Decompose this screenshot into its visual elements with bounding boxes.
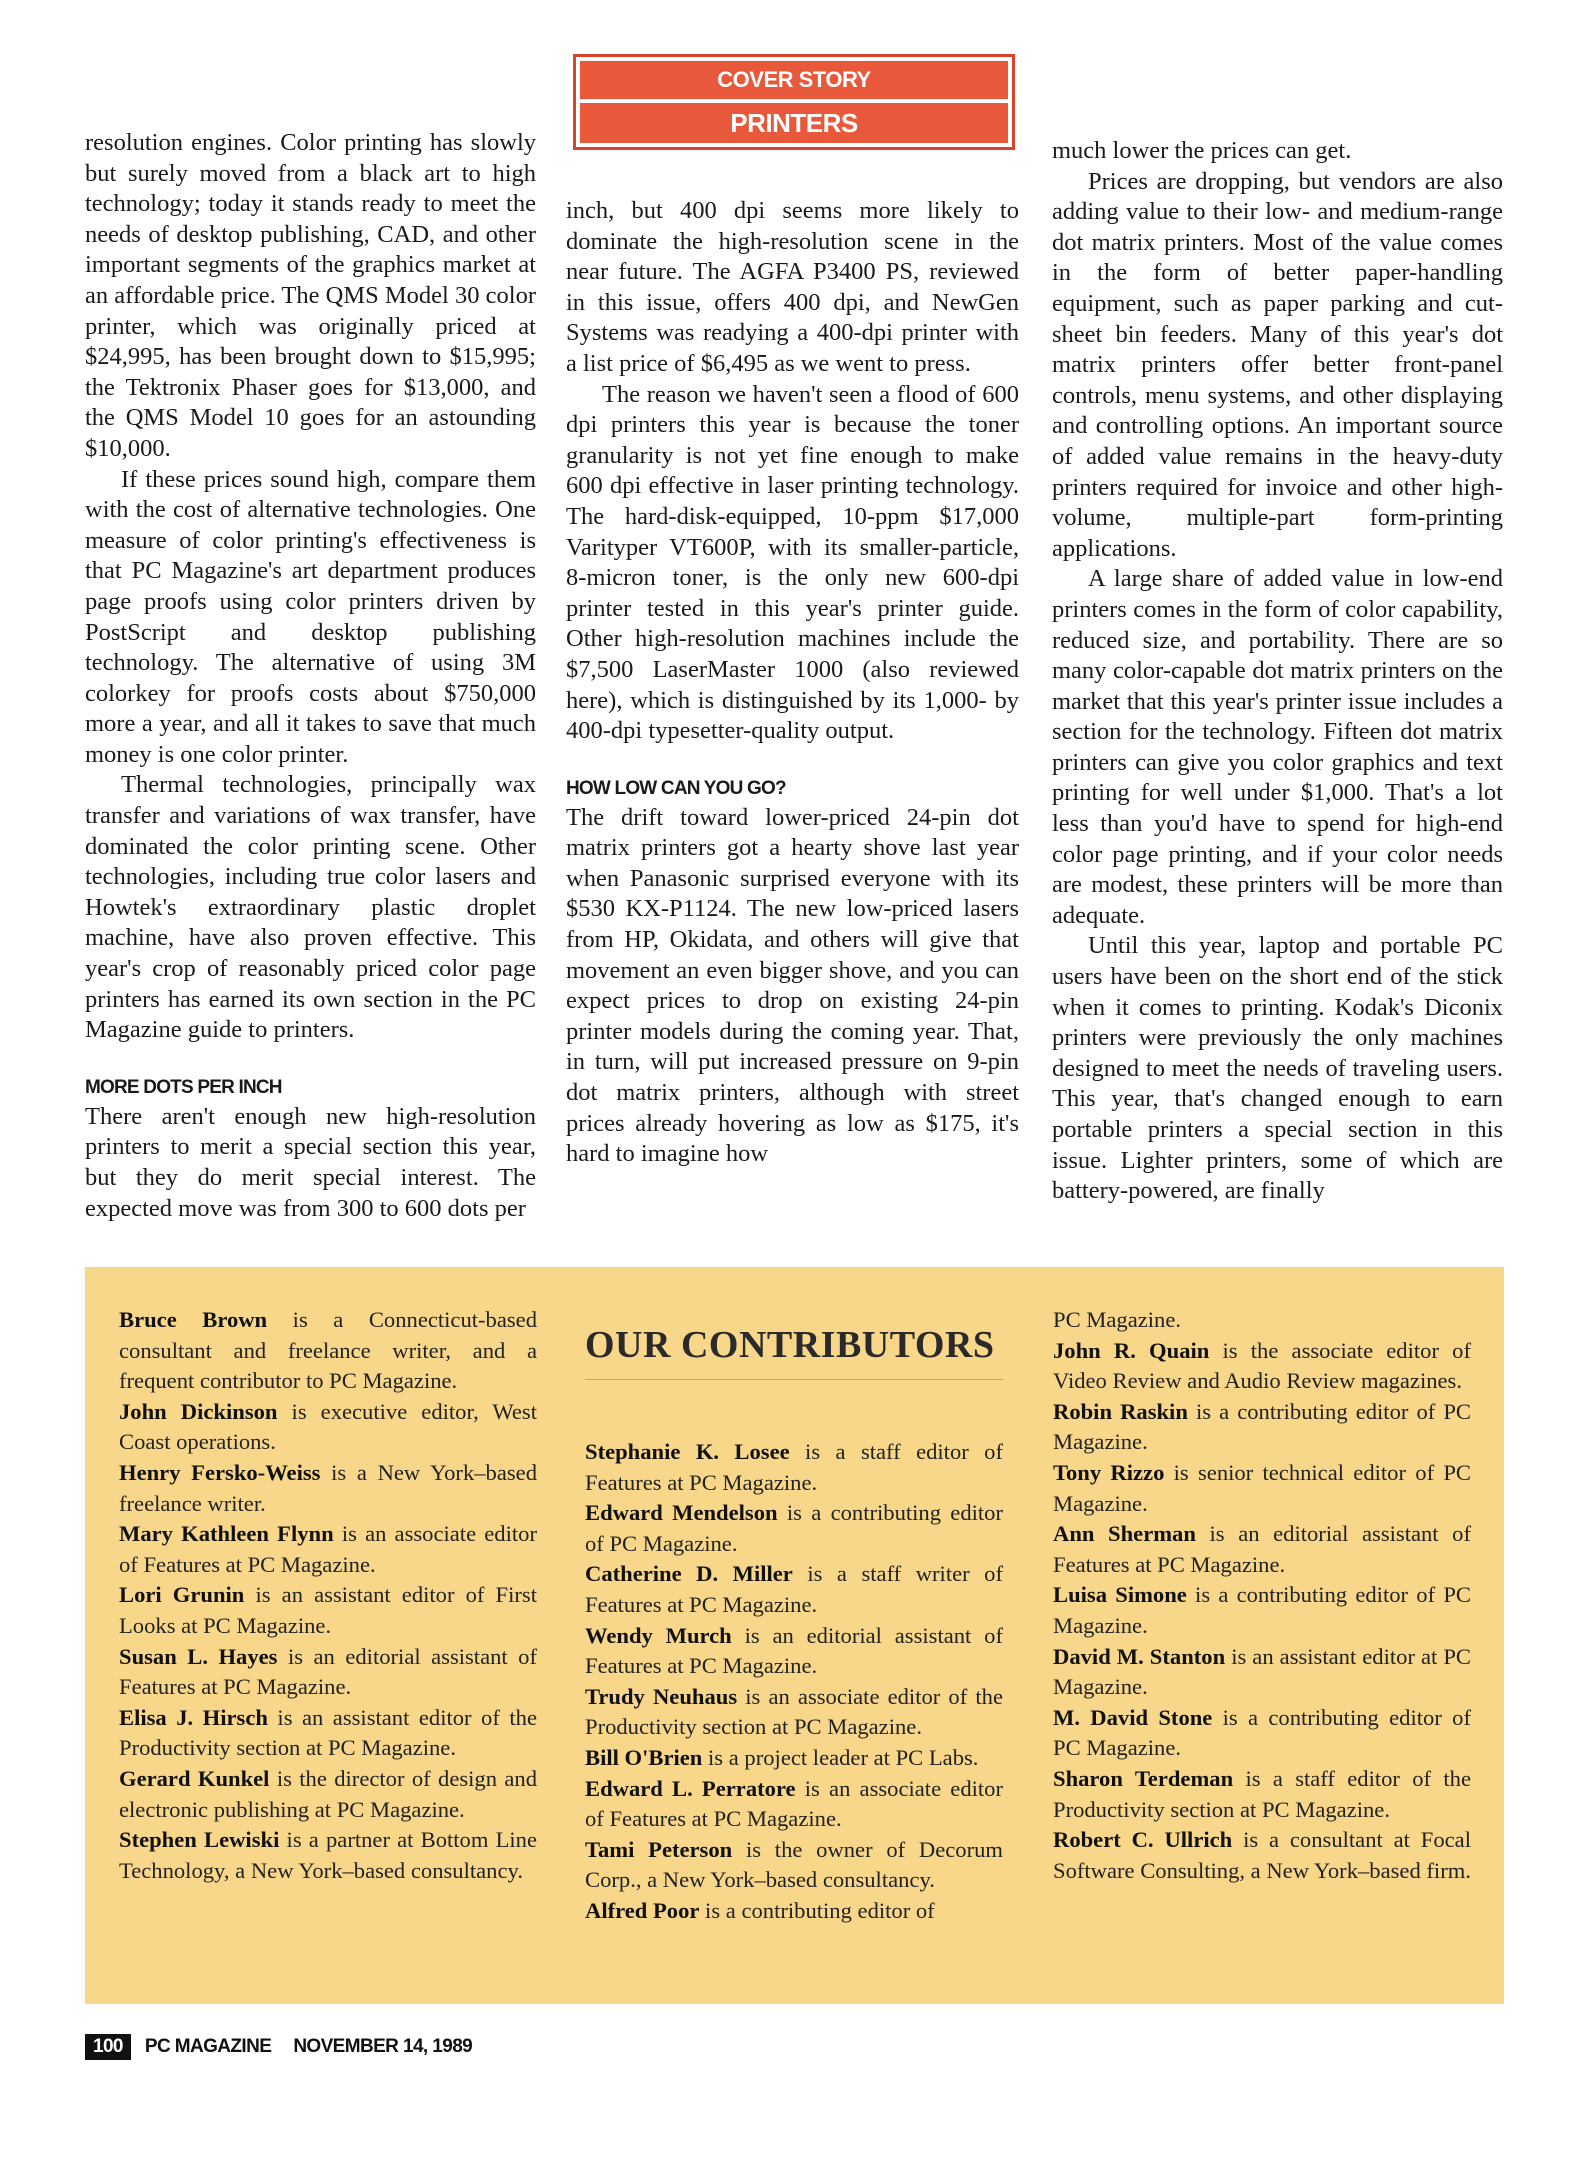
contributor-name: Luisa Simone bbox=[1053, 1582, 1187, 1608]
contributor-bio: PC Magazine. bbox=[1053, 1307, 1182, 1332]
body-paragraph: Prices are dropping, but vendors are also adding value to their low- and medium-range dot matrix printers. Most of the value comes in the form of better paper-handling equipment, such as paper parking and cut-sheet bin feeders. Many of this year's dot matrix printers offer better front-panel controls, menu systems, and other displaying and controlling options. An important source of added value remains in the heavy-duty printers required for invoice and other high-volume, multiple-part form-printing applications. bbox=[1052, 167, 1503, 562]
contributor-name: Edward Mendelson bbox=[585, 1500, 778, 1526]
contributor-name: Mary Kathleen Flynn bbox=[119, 1521, 334, 1547]
contributor-entry bbox=[119, 1397, 537, 1458]
body-paragraph: The drift toward lower-priced 24-pin dot matrix printers got a hearty shove last year when Panasonic surprised everyone with its $530 KX-P1124. The new low-priced lasers from HP, Okidata, and others will give that movement an even bigger shove, and you can expect prices to drop on existing 24-pin printer models during the coming year. That, in turn, will put increased pressure on 9-pin dot matrix printers, although with street prices already hovering as low as $175, it's hard to imagine how bbox=[566, 803, 1019, 1168]
section-banner bbox=[573, 54, 1015, 150]
contributor-name: Ann Sherman bbox=[1053, 1521, 1196, 1547]
body-paragraph: resolution engines. Color printing has slowly but surely moved from a black art to high technology; today it stands ready to meet the needs of desktop publishing, CAD, and other important segments of the graphics market at an affordable price. The QMS Model 30 color printer, which was originally priced at $24,995, has been brought down to $15,995; the Tektronix Phaser goes for $13,000, and the QMS Model 10 goes for an astounding $10,000. bbox=[85, 129, 536, 462]
article-column-1 bbox=[85, 128, 536, 1224]
contributor-entry bbox=[1053, 1397, 1471, 1458]
contributor-name: Bruce Brown bbox=[119, 1307, 268, 1332]
contributor-name: Edward L. Perratore bbox=[585, 1775, 796, 1801]
contributor-entry bbox=[119, 1580, 537, 1641]
contributor-name: Elisa J. Hirsch bbox=[119, 1704, 268, 1730]
contributor-name: John Dickinson bbox=[119, 1398, 278, 1424]
body-paragraph: The reason we haven't seen a flood of 600 dpi printers this year is because the toner granularity is not yet fine enough to make 600 dpi effective in laser printing technology. The hard-disk-equipped, 10-ppm $17,000 Varityper VT600P, with its smaller-particle, 8-micron toner, is the only new 600-dpi printer tested in this year's printer guide. Other high-resolution machines include the $7,500 LaserMaster 1000 (also reviewed here), which is distinguished by its 1,000- by 400-dpi typesetter-quality output. bbox=[566, 380, 1019, 745]
contributors-column-3 bbox=[1053, 1305, 1471, 1886]
section-label: COVER STORY bbox=[580, 61, 1008, 99]
contributor-entry bbox=[585, 1835, 1003, 1896]
body-paragraph: inch, but 400 dpi seems more likely to dominate the high-resolution scene in the near future. The AGFA P3400 PS, reviewed in this issue, offers 400 dpi, and NewGen Systems was readying a 400-dpi printer with a list price of $6,495 as we went to press. bbox=[566, 197, 1019, 377]
magazine-name: PC MAGAZINE bbox=[144, 2036, 272, 2057]
contributor-bio: is the owner of Decorum Corp., a New York–based consultancy. bbox=[585, 1836, 1004, 1893]
body-paragraph: A large share of added value in low-end printers comes in the form of color capability, reduced size, and portability. There are so many color-capable dot matrix printers on the market that this year's printer issue includes a section for the technology. Fifteen dot matrix printers can give you color graphics and text printing for well under $1,000. That's a lot less than you'd have to spend for high-end color page printing, and if your color needs are modest, these printers will be more than adequate. bbox=[1052, 565, 1503, 929]
contributors-column-2 bbox=[585, 1437, 1003, 1927]
contributor-name: Tony Rizzo bbox=[1053, 1459, 1165, 1485]
contributor-bio: is an editorial assistant of Features at PC Magazine. bbox=[585, 1622, 1003, 1679]
contributor-entry bbox=[1053, 1519, 1471, 1580]
contributor-bio: is a staff editor of Features at PC Magazine. bbox=[585, 1439, 1003, 1495]
contributor-bio: is a project leader at PC Labs. bbox=[702, 1744, 979, 1770]
contributor-bio: is a contributing editor of PC Magazine. bbox=[1053, 1582, 1471, 1638]
contributor-bio: is senior technical editor of PC Magazine. bbox=[1053, 1459, 1471, 1516]
body-paragraph: If these prices sound high, compare them with the cost of alternative technologies. One measure of color printing's effectiveness is that PC Magazine's art department produces page proofs using color printers driven by PostScript and desktop publishing technology. The alternative of using 3M colorkey for proofs costs about $750,000 more a year, and all it takes to save that much money is one color printer. bbox=[85, 465, 536, 768]
contributor-name: Susan L. Hayes bbox=[119, 1643, 278, 1669]
issue-date: NOVEMBER 14, 1989 bbox=[293, 2036, 473, 2057]
contributor-entry bbox=[1053, 1642, 1471, 1703]
page-footer bbox=[85, 2034, 472, 2060]
contributor-entry bbox=[119, 1305, 537, 1397]
contributor-entry bbox=[585, 1498, 1003, 1559]
contributor-bio: is a contributing editor of PC Magazine. bbox=[1053, 1704, 1471, 1761]
contributors-title: OUR CONTRIBUTORS bbox=[585, 1324, 995, 1366]
contributor-entry bbox=[585, 1559, 1003, 1620]
contributor-entry bbox=[1053, 1336, 1471, 1397]
contributor-entry bbox=[585, 1774, 1003, 1835]
contributor-entry bbox=[119, 1642, 537, 1703]
contributor-name: Sharon Terdeman bbox=[1053, 1765, 1234, 1791]
body-paragraph: much lower the prices can get. bbox=[1052, 137, 1352, 164]
contributor-name: Bill O'Brien bbox=[585, 1744, 703, 1770]
article-column-2 bbox=[566, 196, 1019, 1170]
body-paragraph: Thermal technologies, principally wax transfer and variations of wax transfer, have dominated the color printing scene. Other technologies, including true color lasers and Howtek's extraordinary plastic droplet machine, have also proven effective. This year's crop of reasonably priced color page printers has earned its own section in the PC Magazine guide to printers. bbox=[85, 771, 536, 1044]
contributor-name: John R. Quain bbox=[1053, 1337, 1210, 1363]
contributors-column-1 bbox=[119, 1305, 537, 1886]
contributor-bio: is the associate editor of Video Review and Audio Review magazines. bbox=[1053, 1337, 1471, 1394]
contributor-bio: is an associate editor of Features at PC Magazine. bbox=[119, 1521, 537, 1577]
contributor-name: M. David Stone bbox=[1053, 1704, 1213, 1730]
contributor-name: Catherine D. Miller bbox=[585, 1561, 793, 1587]
contributor-entry bbox=[585, 1896, 1003, 1927]
contributor-entry bbox=[119, 1825, 537, 1886]
contributor-bio: is an editorial assistant of Features at PC Magazine. bbox=[119, 1643, 537, 1700]
contributor-name: Robert C. Ullrich bbox=[1053, 1827, 1233, 1853]
contributor-bio: is a contributing editor of PC Magazine. bbox=[1053, 1398, 1471, 1455]
page-number: 100 bbox=[85, 2034, 131, 2060]
contributor-name: Robin Raskin bbox=[1053, 1398, 1188, 1424]
body-paragraph: Until this year, laptop and portable PC users have been on the short end of the stick when it comes to printing. Kodak's Diconix printers were previously the only machines designed to meet the needs of traveling users. This year, that's changed enough to earn portable printers a special section in this issue. Lighter printers, some of which are battery-powered, are finally bbox=[1052, 932, 1503, 1205]
contributor-name: Henry Fersko-Weiss bbox=[119, 1459, 321, 1485]
contributor-name: Stephanie K. Losee bbox=[585, 1439, 790, 1464]
contributor-name: David M. Stanton bbox=[1053, 1643, 1226, 1669]
contributor-entry bbox=[1053, 1580, 1471, 1641]
contributors-box bbox=[85, 1267, 1504, 2004]
contributor-bio: is a New York–based freelance writer. bbox=[119, 1459, 537, 1516]
contributor-bio: is a staff writer of Features at PC Magazine. bbox=[585, 1561, 1003, 1617]
contributor-bio: is an editorial assistant of Features at PC Magazine. bbox=[1053, 1521, 1471, 1577]
contributor-bio: is a contributing editor of bbox=[699, 1897, 935, 1923]
contributor-name: Tami Peterson bbox=[585, 1836, 733, 1862]
contributor-bio: is a consultant at Focal Software Consulting, a New York–based firm. bbox=[1053, 1827, 1471, 1883]
contributor-name: Trudy Neuhaus bbox=[585, 1683, 738, 1709]
contributor-bio: is a partner at Bottom Line Technology, a New York–based consultancy. bbox=[119, 1827, 537, 1883]
contributor-entry bbox=[1053, 1703, 1471, 1764]
contributor-name: Gerard Kunkel bbox=[119, 1765, 270, 1791]
contributor-bio: is the director of design and electronic publishing at PC Magazine. bbox=[119, 1765, 538, 1822]
contributor-bio: is a contributing editor of PC Magazine. bbox=[585, 1500, 1004, 1556]
body-paragraph: There aren't enough new high-resolution printers to merit a special section this year, but they do merit special interest. The expected move was from 300 to 600 dots per bbox=[85, 1102, 536, 1222]
contributor-entry bbox=[585, 1682, 1003, 1743]
contributor-bio: is an assistant editor of the Productivity section at PC Magazine. bbox=[119, 1704, 537, 1761]
contributor-bio: is a Connecticut-based consultant and freelance writer, and a frequent contributor to PC Magazine. bbox=[119, 1307, 537, 1394]
contributor-entry bbox=[1053, 1764, 1471, 1825]
contributor-entry bbox=[585, 1437, 1003, 1498]
contributor-entry bbox=[585, 1743, 1003, 1774]
contributor-entry bbox=[1053, 1825, 1471, 1886]
contributor-bio: is a staff editor of the Productivity section at PC Magazine. bbox=[1053, 1765, 1471, 1822]
contributor-bio: is an associate editor of the Productivity section at PC Magazine. bbox=[585, 1683, 1003, 1740]
contributor-name: Alfred Poor bbox=[585, 1897, 700, 1923]
contributor-entry bbox=[119, 1764, 537, 1825]
contributor-bio: is an assistant editor at PC Magazine. bbox=[1053, 1643, 1471, 1700]
contributor-bio: is an associate editor of Features at PC Magazine. bbox=[585, 1775, 1003, 1832]
contributor-name: Stephen Lewiski bbox=[119, 1827, 280, 1853]
contributor-entry bbox=[119, 1458, 537, 1519]
contributor-bio: is executive editor, West Coast operations. bbox=[119, 1398, 538, 1455]
contributor-entry bbox=[1053, 1458, 1471, 1519]
contributor-entry bbox=[119, 1519, 537, 1580]
article-column-3 bbox=[1052, 136, 1503, 1207]
contributor-name: Lori Grunin bbox=[119, 1582, 245, 1608]
contributor-entry bbox=[1053, 1305, 1471, 1336]
title-rule bbox=[585, 1379, 1003, 1380]
contributor-name: Wendy Murch bbox=[585, 1622, 732, 1648]
topic-label: PRINTERS bbox=[580, 103, 1008, 143]
contributor-bio: is an assistant editor of First Looks at PC Magazine. bbox=[119, 1582, 537, 1638]
contributor-entry bbox=[585, 1621, 1003, 1682]
section-heading: MORE DOTS PER INCH bbox=[85, 1076, 282, 1098]
contributor-entry bbox=[119, 1703, 537, 1764]
section-heading: HOW LOW CAN YOU GO? bbox=[566, 777, 786, 799]
